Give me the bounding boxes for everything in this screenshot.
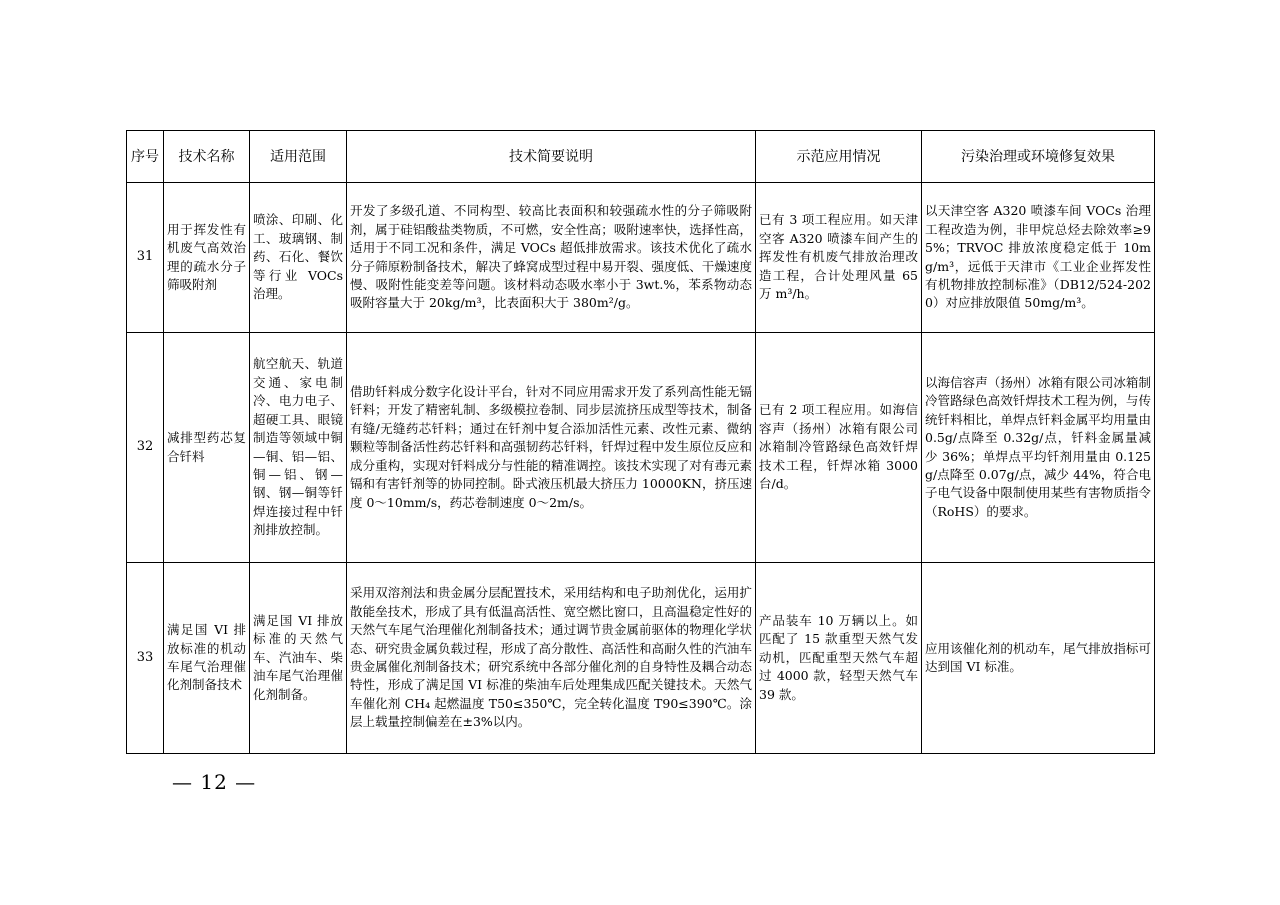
header-cell-scope: 适用范围 bbox=[250, 131, 347, 183]
header-cell-effect: 污染治理或环境修复效果 bbox=[922, 131, 1155, 183]
technology-name: 满足国 VI 排放标准的机动车尾气治理催化剂制备技术 bbox=[164, 563, 250, 754]
technology-table bbox=[126, 130, 1155, 754]
technology-description: 开发了多级孔道、不同构型、较高比表面积和较强疏水性的分子筛吸附剂，属于硅铝酸盐类物质，不可燃，安全性高；吸附速率快，选择性高，适用于不同工况和条件，满足 VOCs 超低排放需求。该技术优化了疏水分子筛原粉制备技术，解决了蜂窝成型过程中易开裂、强度低、干燥速度慢、吸附性能变差等问题。该材料动态吸水率小于 3wt.%，苯系物动态吸附容量大于 20kg/m³，比表面积大于 380m²/g。 bbox=[347, 183, 756, 333]
row-number: 33 bbox=[127, 563, 164, 754]
application-scope: 航空航天、轨道交通、家电制冷、电力电子、超硬工具、眼镜制造等领域中铜—铜、铝—铝、铜—铝、钢—钢、钢—铜等钎焊连接过程中钎剂排放控制。 bbox=[250, 333, 347, 563]
table-row bbox=[127, 183, 1155, 333]
treatment-effect: 以天津空客 A320 喷漆车间 VOCs 治理工程改造为例，非甲烷总烃去除效率≥95%；TRVOC 排放浓度稳定低于 10mg/m³，远低于天津市《工业企业挥发性有机物排放控制标准》（DB12/524-2020）对应排放限值 50mg/m³。 bbox=[922, 183, 1155, 333]
demonstration-application: 已有 3 项工程应用。如天津空客 A320 喷漆车间产生的挥发性有机废气排放治理改造工程，合计处理风量 65 万 m³/h。 bbox=[756, 183, 922, 333]
technology-description: 采用双溶剂法和贵金属分层配置技术，采用结构和电子助剂优化，运用扩散能垒技术，形成了具有低温高活性、宽空燃比窗口，且高温稳定性好的天然气车尾气治理催化剂制备技术；通过调节贵金属前驱体的物理化学状态、研究贵金属负载过程，形成了高分散性、高活性和高耐久性的汽油车贵金属催化剂制备技术；研究系统中各部分催化剂的自身特性及耦合动态特性，形成了满足国 VI 标准的柴油车后处理集成匹配关键技术。天然气车催化剂 CH₄ 起燃温度 T50≤350℃，完全转化温度 T90≤390℃。涂层上载量控制偏差在±3%以内。 bbox=[347, 563, 756, 754]
technology-name: 用于挥发性有机废气高效治理的疏水分子筛吸附剂 bbox=[164, 183, 250, 333]
application-scope: 喷涂、印刷、化工、玻璃钢、制药、石化、餐饮等行业 VOCs 治理。 bbox=[250, 183, 347, 333]
row-number: 31 bbox=[127, 183, 164, 333]
header-cell-no: 序号 bbox=[127, 131, 164, 183]
page-number: — 12 — bbox=[172, 770, 257, 794]
application-scope: 满足国 VI 排放标准的天然气车、汽油车、柴油车尾气治理催化剂制备。 bbox=[250, 563, 347, 754]
demonstration-application: 产品装车 10 万辆以上。如匹配了 15 款重型天然气发动机，匹配重型天然气车超过 4000 款，轻型天然气车 39 款。 bbox=[756, 563, 922, 754]
header-cell-name: 技术名称 bbox=[164, 131, 250, 183]
treatment-effect: 以海信容声（扬州）冰箱有限公司冰箱制冷管路绿色高效钎焊技术工程为例，与传统钎料相比，单焊点钎料金属平均用量由 0.5g/点降至 0.32g/点，钎料金属量减少 36%；单焊点平均钎剂用量由 0.125g/点降至 0.07g/点，减少 44%，符合电子电气设备中限制使用某些有害物质指令（RoHS）的要求。 bbox=[922, 333, 1155, 563]
technology-name: 减排型药芯复合钎料 bbox=[164, 333, 250, 563]
demonstration-application: 已有 2 项工程应用。如海信容声（扬州）冰箱有限公司冰箱制冷管路绿色高效钎焊技术工程，钎焊冰箱 3000 台/d。 bbox=[756, 333, 922, 563]
header-cell-description: 技术简要说明 bbox=[347, 131, 756, 183]
treatment-effect: 应用该催化剂的机动车，尾气排放指标可达到国 VI 标准。 bbox=[922, 563, 1155, 754]
table-header-row bbox=[127, 131, 1155, 183]
row-number: 32 bbox=[127, 333, 164, 563]
table-row bbox=[127, 563, 1155, 754]
header-cell-application: 示范应用情况 bbox=[756, 131, 922, 183]
table-row bbox=[127, 333, 1155, 563]
technology-description: 借助钎料成分数字化设计平台，针对不同应用需求开发了系列高性能无镉钎料；开发了精密轧制、多级模拉卷制、同步层流挤压成型等技术，制备有缝/无缝药芯钎料；通过在钎剂中复合添加活性元素、改性元素、微纳颗粒等制备活性药芯钎料和高强韧药芯钎料，钎焊过程中发生原位反应和成分重构，实现对钎料成分与性能的精准调控。该技术实现了对有毒元素镉和有害钎剂等的协同控制。卧式液压机最大挤压力 10000KN，挤压速度 0～10mm/s，药芯卷制速度 0～2m/s。 bbox=[347, 333, 756, 563]
